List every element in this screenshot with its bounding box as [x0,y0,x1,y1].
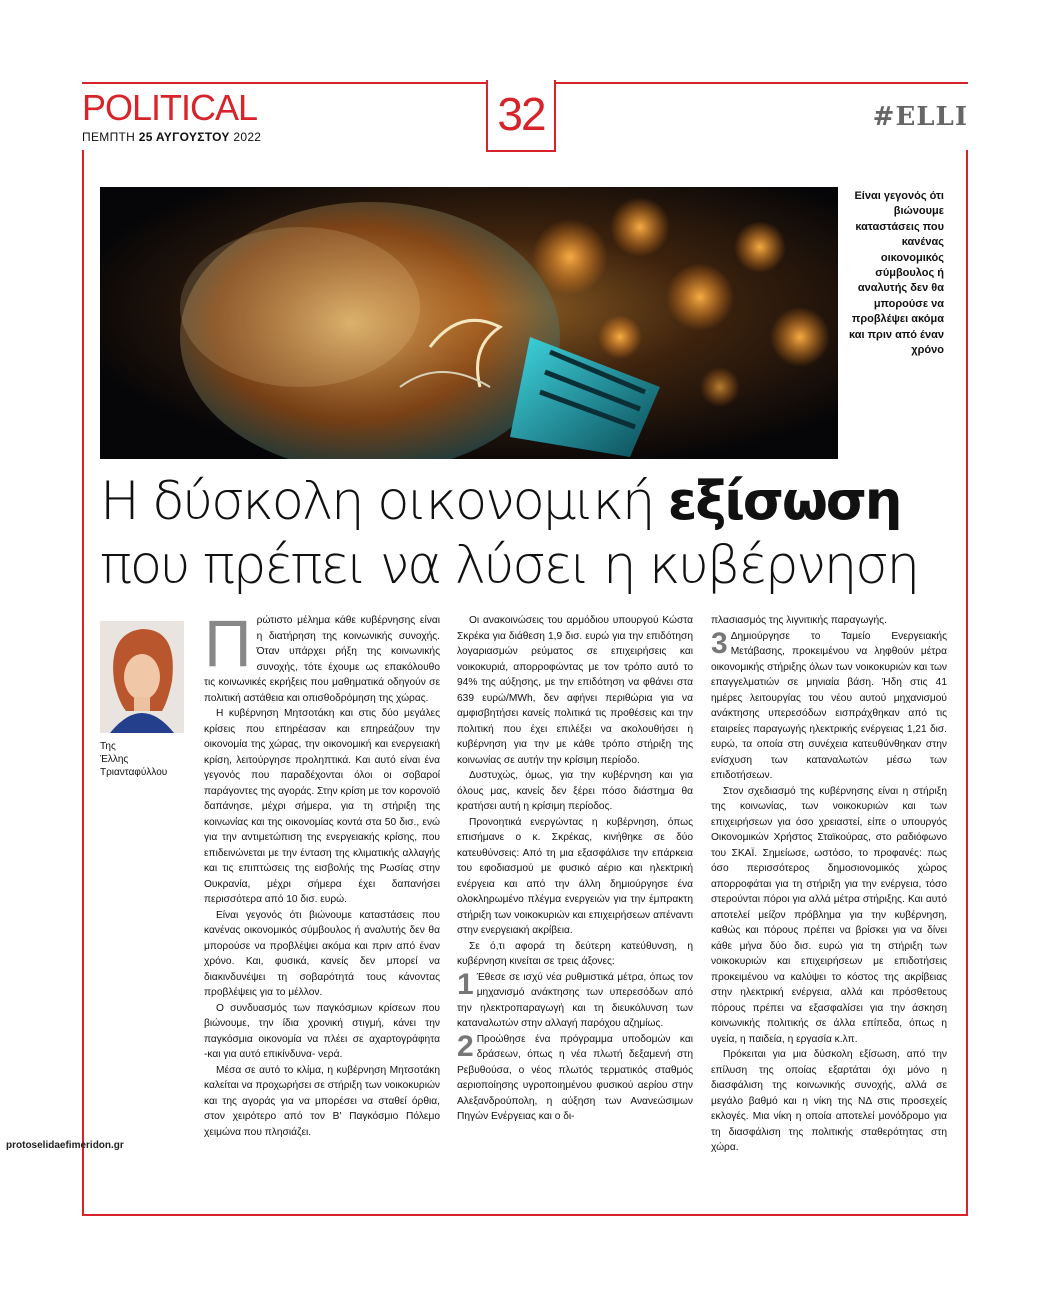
author-portrait [100,621,184,733]
article-column-2 [457,613,693,1125]
headline-line-2: που πρέπει να λύσει η κυβέρνηση [100,535,918,596]
byline-prefix: Της [100,741,116,752]
lightbulb-illustration [100,187,838,459]
photo-caption: Είναι γεγονός ότι βιώνουμε καταστάσεις που κανένας οικονομικός σύμβουλος ή αναλυτής δεν θα μπορούσε να προβλέψει ακόμα και πριν από έναν χρόνο [848,190,944,357]
list-number: 3 [711,626,728,660]
headline-line-1 [100,470,960,534]
paragraph-text: ρώτιστο μέλημα κάθε κυβέρνησης είναι η διατήρηση της κοινωνικής συνοχής. Όταν υπάρχει ρήξη της κοινωνικής συνοχής, τότε έχουμε ως επακόλουθο τις κοινωνικές εκρήξεις που μαθηματικά οδηγούν σε πολιτική αστάθεια και οπισθοδρόμηση της χώρας. [204,615,440,704]
numbered-paragraph [457,967,693,1032]
list-number: 1 [457,967,474,1001]
section-title: POLITICAL [82,87,258,128]
drop-cap: Π [204,606,252,680]
watermark: protoselidaefimeridon.gr [6,1140,124,1151]
frame-right-rule [966,150,968,1216]
paragraph: Σε ό,τι αφορά τη δεύτερη κατεύθυνση, η κυβέρνηση κινείται σε τρεις άξονες: [457,940,693,967]
numbered-paragraph [457,1029,693,1125]
paragraph [204,606,440,706]
article-column-1 [204,606,441,1140]
date-year: 2022 [233,130,262,144]
brand-logo: #ELLI [872,102,968,132]
lightbulb-photo [100,187,838,459]
paragraph: Ο συνδυασμός των παγκόσμιων κρίσεων που βιώνουμε, την ίδια χρονική στιγμή, κάνει την παγκόσμια οικονομία να πλέει σε αχαρτογράφητα -και για αυτό επικίνδυνα- νερά. [204,1002,440,1060]
paragraph: Πρόκειται για μια δύσκολη εξίσωση, από την επίλυση της οποίας εξαρτάται όχι μόνο η διασφάλιση της κοινωνικής συνοχής, αλλά σε μεγάλο βαθμό και η νίκη της ΝΔ στις προσεχείς εκλογές. Μια νίκη η οποία αποτελεί μονόδρομο για τη διασφάλιση της πολιτικής σταθερότητας στη χώρα. [711,1049,947,1153]
numbered-paragraph [711,626,947,784]
date-weekday: ΠΕΜΠΤΗ [82,130,136,144]
byline-first-name: Έλλης [100,754,129,765]
headline-light: Η δύσκολη οικονομική [100,471,668,532]
byline-last-name: Τριανταφύλλου [100,767,168,778]
date-day-month: 25 ΑΥΓΟΥΣΤΟΥ [138,130,230,144]
paragraph: Μέσα σε αυτό το κλίμα, η κυβέρνηση Μητσοτάκη καλείται να προχωρήσει σε στήριξη των νοικοκυριών και της αγοράς για να μπορέσει να σταθεί όρθια, στον χειρότερο από τον Β' Παγκόσμιο Πόλεμο χειμώνα που πλησιάζει. [204,1064,441,1138]
headline [100,470,960,598]
paragraph-text: Δημιούργησε το Ταμείο Ενεργειακής Μετάβασης, προκειμένου να ληφθούν μέτρα οικονομικής στήριξης όλων των νοικοκυριών και των επαγγελματιών σε μηνιαία βάση. Ήδη στις 41 ημέρες λειτουργίας του νέου αυτού μηχανισμού ανάκτησης υπερεσόδων εισπράχθηκαν από τις εταιρείες παραγωγής ηλεκτρικής ενέργειας 1,21 δισ. ευρώ, τα οποία στη συνέχεια κατευθύνθηκαν στην ενίσχυση των καταναλωτών μέσω των επιδοτήσεων. [711,630,947,781]
page-number: 32 [497,88,545,140]
frame-bottom-rule [82,1214,968,1216]
frame-left-rule [82,150,84,1216]
article-column-3 [711,613,947,1156]
paragraph: Στον σχεδιασμό της κυβέρνησης είναι η στήριξη της κοινωνίας, των νοικοκυριών και των επιχειρήσεων για όσο χρειαστεί, είπε ο υπουργός Οικονομικών Χρήστος Σταϊκούρας, στο ραδιόφωνο του ΣΚΑΪ. Σημείωσε, ωστόσο, το προφανές: πως όσο περισσότερος δημοσιονομικός χώρος απορροφάται για τη στήριξη για την ενέργεια, τόσο στερούνται πόροι για αλλά μέτρα στήριξης. Και αυτό αποτελεί μείζον πρόβλημα για την κυβέρνηση, καθώς και πόρους πρέπει να βρίσκει για να δίνει κάθε μήνα δύο δισ. ευρώ για τη στήριξη των νοικοκυριών και επιχειρήσεων με επιδοτήσεις προκειμένου να καλύψει το κόστος της ακρίβειας στην ηλεκτρική ενέργεια, αλλά και πρόσθετους πόρους πρέπει να εξασφαλίσει για την άσκηση κοινωνικής πολιτικής σε άλλα επίπεδα, όπως η υγεία, η παιδεία, η εργασία κ.λπ. [711,785,947,1045]
page-number-box [486,80,556,152]
issue-date [82,130,261,144]
paragraph: Δυστυχώς, όμως, για την κυβέρνηση και για όλους μας, κανείς δεν ξέρει πόσο διάστημα θα κρατήσει αυτή η κρίσιμη περίοδος. [457,770,693,812]
list-number: 2 [457,1029,474,1063]
paragraph: Είναι γεγονός ότι βιώνουμε καταστάσεις που κανένας οικονομικός σύμβουλος ή αναλυτής δεν θα μπορούσε να προβλέψει ακόμα και πριν από έναν χρόνο. Και, φυσικά, κανείς δεν μπορεί να διακινδυνέψει τη σοβαρότητά τους κάνοντας προβλέψεις για το μέλλον. [204,909,440,998]
author-byline [100,740,167,779]
paragraph: Προνοητικά ενεργώντας η κυβέρνηση, όπως επισήμανε ο κ. Σκρέκας, κινήθηκε σε δύο κατευθύνσεις: Από τη μια εξασφάλισε την επάρκεια του εφοδιασμού με φυσικό αέριο και ηλεκτρική ενέργεια και από την άλλη δημιούργησε ένα ολοκληρωμένο πλέγμα ενεργειών για την έμπρακτη στήριξη των νοικοκυριών και επιχειρήσεων απέναντι στην ενεργειακή ακρίβεια. [457,816,693,936]
author-avatar [100,621,184,733]
paragraph-text: Προώθησε ένα πρόγραμμα υποδομών και δράσεων, όπως η νέα πλωτή δεξαμενή στη Ρεβυθούσα, ο νέος πλωτός τερματικός σταθμός αεριοποίησης υγροποιημένου φυσικού αερίου στην Αλεξανδρούπολη, η αύξηση των Ανανεώσιμων Πηγών Ενέργειας και ο δι- [457,1033,693,1122]
paragraph-text: Έθεσε σε ισχύ νέα ρυθμιστικά μέτρα, όπως τον μηχανισμό ανάκτησης των υπερεσόδων από την ηλεκτροπαραγωγή και τη διευκόλυνση των καταναλωτών στην αλλαγή παρόχου αζημίως. [457,971,693,1029]
headline-bold: εξίσωση [667,471,901,532]
paragraph: Οι ανακοινώσεις του αρμόδιου υπουργού Κώστα Σκρέκα για διάθεση 1,9 δισ. ευρώ για την επιδότηση λογαριασμών ρεύματος σε επιχειρήσεις και νοικοκυριά, απορροφώντας με τον τρόπο αυτό το 94% της αύξησης, με την επιδότηση να φθάνει στα 639 ευρώ/MWh, δεν αφήνει περιθώρια για να αμφισβητήσει κανείς πολιτικά τις προθέσεις και την πολιτική που έχει επιλέξει να ακολουθήσει η κυβέρνηση για την με κάθε τρόπο στήριξη της κοινωνίας σε αυτήν την κρίσιμη περίοδο. [457,615,693,766]
paragraph: Η κυβέρνηση Μητσοτάκη και στις δύο μεγάλες κρίσεις που επηρέασαν και επηρεάζουν την οικονομία της χώρας, την οικονομική και ενεργειακή κρίση, λειτούργησε προληπτικά. Και αυτό είναι ένα γεγονός που παραδέχονται όλοι οι σοβαροί παράγοντες της αγοράς. Στην κρίση με τον κορονοϊό δαπάνησε, μέχρι σήμερα, για τη στήριξη της κοινωνίας και της οικονομίας κοντά στα 50 δισ., ενώ για την αντιμετώπιση της ενεργειακής κρίσης, που επιδεινώνεται με την ένταση της κλιματικής αλλαγής και τις επιπτώσεις της εισβολής της Ρωσίας στην Ουκρανία, μέχρι σήμερα έχει δαπανήσει περισσότερα από 10 δισ. ευρώ. [204,708,440,905]
paragraph: πλασιασμός της λιγνιτικής παραγωγής. [711,615,887,626]
